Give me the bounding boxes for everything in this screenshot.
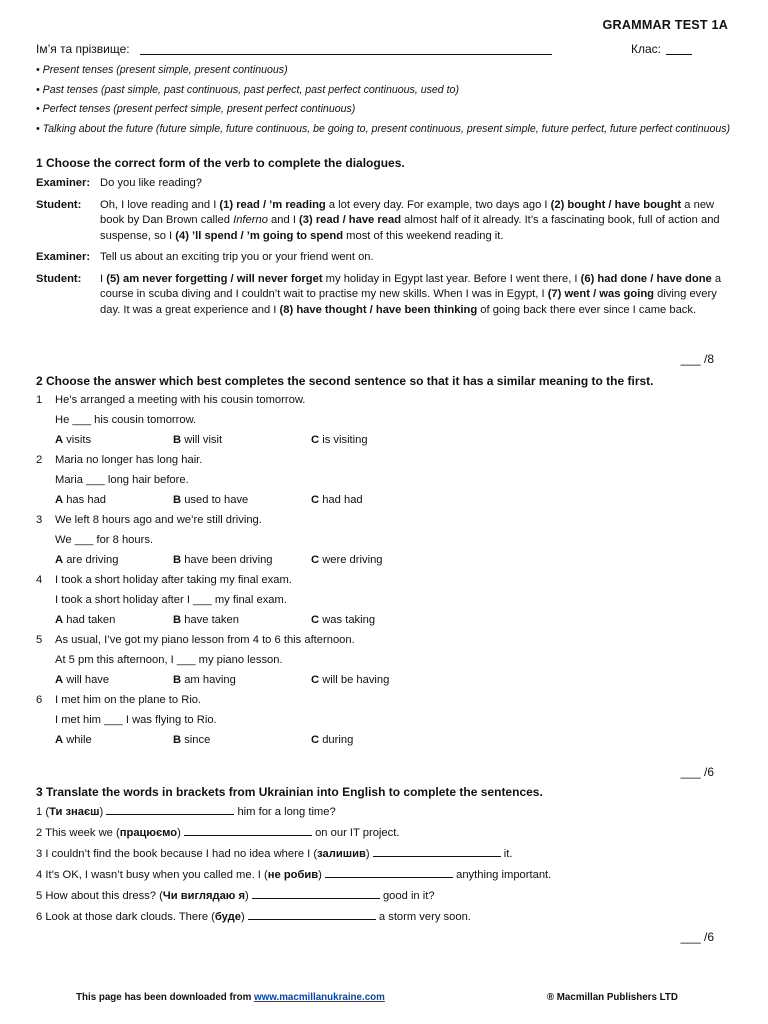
- section-1: [36, 156, 736, 318]
- footer: [76, 992, 678, 1003]
- speaker-label: Examiner:: [36, 251, 91, 263]
- dialogue-text: I (5) am never forgetting / will never forget my holiday in Egypt last year. Before I went there, I (6) had done / have done a course in scuba diving and I couldn’t wait to practise my new skills. When I was in Egypt, I (7) went / was going diving every day. It was a great experience and I (8) have thought / have been thinking of going back there ever since I came back.: [100, 272, 722, 316]
- answer-option-a[interactable]: A had taken: [55, 614, 116, 626]
- answer-options: [55, 553, 736, 568]
- question-number: 4: [36, 574, 43, 586]
- question-gap-sentence: I met him ___ I was flying to Rio.: [55, 714, 217, 726]
- topic-item: • Perfect tenses (present perfect simple, present perfect continuous): [36, 103, 356, 115]
- question-item: [36, 633, 736, 648]
- answer-blank[interactable]: [248, 909, 376, 920]
- question-number: 5: [36, 634, 43, 646]
- copyright: ® Macmillan Publishers LTD: [546, 992, 678, 1003]
- question-item: [36, 453, 736, 468]
- footer-text: This page has been downloaded from: [76, 992, 254, 1003]
- translation-item: 4 It’s OK, I wasn’t busy when you called me. I (не робив) anything important.: [36, 869, 552, 881]
- question-gap-sentence: We ___ for 8 hours.: [55, 534, 154, 546]
- name-row: [36, 42, 730, 58]
- question-sentence: I met him on the plane to Rio.: [55, 694, 202, 706]
- question-sentence: We left 8 hours ago and we’re still driving.: [55, 514, 262, 526]
- answer-option-b[interactable]: B am having: [173, 674, 236, 686]
- answer-option-b[interactable]: B since: [173, 734, 211, 746]
- name-field[interactable]: [140, 54, 552, 55]
- question-sentence: Maria no longer has long hair.: [55, 454, 203, 466]
- answer-blank[interactable]: [373, 846, 501, 857]
- question-gap-sentence: He ___ his cousin tomorrow.: [55, 414, 197, 426]
- section-3-score: ___ /6: [680, 930, 714, 944]
- question-sentence: I took a short holiday after taking my final exam.: [55, 574, 292, 586]
- translation-item: 5 How about this dress? (Чи виглядаю я) good in it?: [36, 890, 435, 902]
- section-3-items: [36, 804, 736, 925]
- question-sentence: He’s arranged a meeting with his cousin tomorrow.: [55, 394, 306, 406]
- topic-item: • Past tenses (past simple, past continuous, past perfect, past perfect continuous, used to): [36, 83, 459, 96]
- name-label: Ім’я та прізвище:: [36, 42, 130, 56]
- question-sentence: As usual, I’ve got my piano lesson from 4 to 6 this afternoon.: [55, 634, 355, 646]
- section-2-heading: 2 Choose the answer which best completes the second sentence so that it has a similar meaning to the first.: [36, 374, 654, 388]
- dialogue-text: Tell us about an exciting trip you or your friend went on.: [100, 251, 374, 263]
- answer-option-c[interactable]: C will be having: [311, 674, 390, 686]
- question-number: 2: [36, 454, 43, 466]
- answer-option-c[interactable]: C had had: [311, 494, 363, 506]
- answer-option-b[interactable]: B will visit: [173, 434, 223, 446]
- section-3-heading: 3 Translate the words in brackets from Ukrainian into English to complete the sentences.: [36, 785, 543, 799]
- page-title: GRAMMAR TEST 1A: [602, 18, 728, 32]
- translation-item: 2 This week we (працюємо) on our IT project.: [36, 827, 400, 839]
- answer-options: [55, 493, 736, 508]
- translation-item: 6 Look at those dark clouds. There (буде) a storm very soon.: [36, 911, 471, 923]
- answer-option-a[interactable]: A will have: [55, 674, 110, 686]
- answer-options: [55, 613, 736, 628]
- question-number: 3: [36, 514, 43, 526]
- answer-option-a[interactable]: A are driving: [55, 554, 119, 566]
- question-item: [36, 513, 736, 528]
- class-field[interactable]: [666, 54, 692, 55]
- answer-option-c[interactable]: C was taking: [311, 614, 376, 626]
- footer-link[interactable]: www.macmillanukraine.com: [254, 992, 385, 1003]
- speaker-label: Student:: [36, 198, 82, 211]
- answer-option-c[interactable]: C were driving: [311, 554, 383, 566]
- dialogue-line: [36, 250, 736, 266]
- section-2-score: ___ /6: [680, 765, 714, 779]
- answer-option-a[interactable]: A visits: [55, 434, 92, 446]
- answer-blank[interactable]: [106, 804, 234, 815]
- topics-list: [36, 63, 736, 141]
- answer-option-b[interactable]: B have taken: [173, 614, 239, 626]
- translation-item: 1 (Ти знаєш) him for a long time?: [36, 806, 336, 818]
- question-item: [36, 573, 736, 588]
- section-2-items: [36, 393, 736, 748]
- question-number: 6: [36, 694, 43, 706]
- question-item: [36, 693, 736, 708]
- answer-option-c[interactable]: C is visiting: [311, 434, 368, 446]
- speaker-label: Examiner:: [36, 177, 91, 189]
- answer-option-c[interactable]: C during: [311, 734, 354, 746]
- answer-option-b[interactable]: B have been driving: [173, 554, 273, 566]
- answer-options: [55, 733, 736, 748]
- question-gap-sentence: At 5 pm this afternoon, I ___ my piano lesson.: [55, 654, 283, 666]
- speaker-label: Student:: [36, 272, 82, 285]
- question-number: 1: [36, 394, 43, 406]
- answer-blank[interactable]: [325, 867, 453, 878]
- answer-blank[interactable]: [252, 888, 380, 899]
- dialogue-line: [36, 272, 736, 319]
- answer-blank[interactable]: [184, 825, 312, 836]
- section-2: [36, 374, 736, 748]
- dialogue-line: [36, 176, 736, 192]
- question-gap-sentence: I took a short holiday after I ___ my final exam.: [55, 594, 287, 606]
- section-1-score: ___ /8: [680, 352, 714, 366]
- answer-options: [55, 673, 736, 688]
- translation-item: 3 I couldn’t find the book because I had no idea where I (залишив) it.: [36, 848, 513, 860]
- class-label: Клас:: [631, 42, 661, 56]
- topic-item: • Present tenses (present simple, present continuous): [36, 64, 288, 76]
- dialogue-line: [36, 198, 736, 245]
- question-item: [36, 393, 736, 408]
- section-3: [36, 785, 736, 925]
- question-gap-sentence: Maria ___ long hair before.: [55, 474, 189, 486]
- answer-option-a[interactable]: A while: [55, 734, 92, 746]
- dialogue-text: Oh, I love reading and I (1) read / ’m reading a lot every day. For example, two days ago I (2) bought / have bought a new book by Dan Brown called Inferno and I (3) read / have read almost half of it already. It’s a fascinating book, full of action and suspense, so I (4) ’ll spend / ’m going to spend most of this weekend reading it.: [100, 198, 720, 242]
- answer-option-a[interactable]: A has had: [55, 494, 107, 506]
- answer-option-b[interactable]: B used to have: [173, 494, 249, 506]
- topic-item: • Talking about the future (future simple, future continuous, be going to, present continuous, present simple, future perfect, future perfect continuous): [36, 122, 731, 135]
- dialogue-text: Do you like reading?: [100, 177, 202, 189]
- answer-options: [55, 433, 736, 448]
- section-1-heading: 1 Choose the correct form of the verb to complete the dialogues.: [36, 156, 405, 170]
